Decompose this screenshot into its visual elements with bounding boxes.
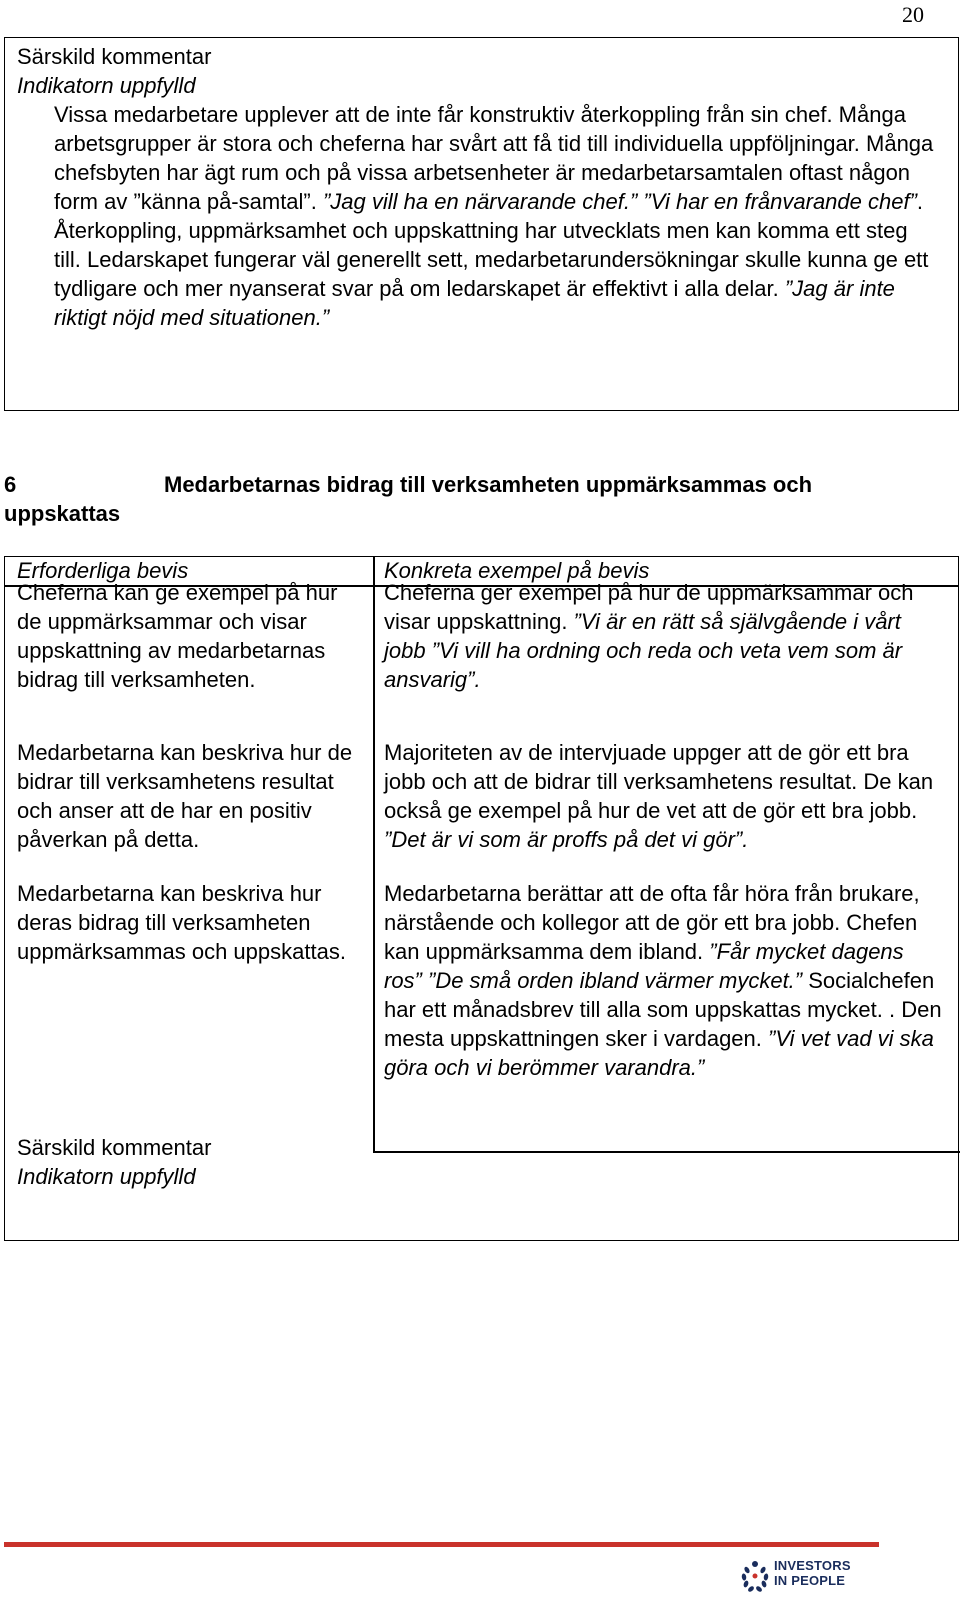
left-column-header: Erforderliga bevis	[17, 558, 189, 583]
comment-text: Vissa medarbetare upplever att de inte får konstruktiv återkoppling från sin chef. Många arbetsgrupper är stora och cheferna har svårt att få tid till individuella uppföljningar. Många chefsbyten har ägt rum och på vissa arbetsenheter är medarbetarsamtalen oftast någon form av ”känna på-samtal”.	[54, 102, 934, 214]
logo-line-1: INVESTORS	[774, 1558, 851, 1573]
page-number: 20	[902, 2, 924, 27]
comment-subtitle: Indikatorn uppfylld	[17, 73, 196, 98]
logo-text	[774, 1558, 851, 1588]
comment-text: . Återkoppling, uppmärksamhet och uppskattning har utvecklats men kan komma ett steg till. Ledarskapet fungerar väl generellt sett, medarbetarundersökningar skulle kunna ge ett tydligare och mer nyanserat svar på om ledarskapet är effektivt i alla delar.	[54, 189, 929, 301]
example-quote: ”Får mycket dagens ros” ”De små orden ibland värmer mycket.”	[384, 939, 904, 993]
concrete-example-3	[384, 879, 944, 1082]
example-text: Cheferna ger exempel på hur de uppmärksammar och visar uppskattning.	[384, 580, 914, 634]
example-quote: ”Vi är en rätt så självgående i vårt jobb ”Vi vill ha ordning och reda och veta vem som är ansvarig”.	[384, 609, 903, 692]
logo-line-2: IN PEOPLE	[774, 1573, 846, 1588]
section-number: 6	[4, 472, 17, 497]
required-evidence-2: Medarbetarna kan beskriva hur de bidrar till verksamhetens resultat och anser att de har en positiv påverkan på detta.	[17, 740, 353, 852]
special-comment-box	[4, 37, 959, 411]
investors-in-people-logo	[738, 1558, 878, 1594]
table-comment-subtitle: Indikatorn uppfylld	[17, 1164, 196, 1189]
row-divider	[373, 1151, 960, 1153]
table-comment-title: Särskild kommentar	[17, 1135, 212, 1160]
comment-quote: ”Jag är inte riktigt nöjd med situationen.”	[54, 276, 895, 330]
example-quote: ”Det är vi som är proffs på det vi gör”.	[384, 827, 749, 852]
comment-quote: ”Jag vill ha en närvarande chef.” ”Vi har en frånvarande chef”	[322, 189, 917, 214]
example-quote: ”Vi vet vad vi ska göra och vi berömmer varandra.”	[384, 1026, 934, 1080]
evidence-table	[4, 556, 959, 1241]
section-title: Medarbetarnas bidrag till verksamheten uppmärksammas och uppskattas	[4, 472, 813, 526]
required-evidence-1: Cheferna kan ge exempel på hur de uppmärksammar och visar uppskattning av medarbetarnas bidrag till verksamheten.	[17, 580, 338, 692]
crown-laurel-icon	[738, 1558, 772, 1594]
example-text: Medarbetarna berättar att de ofta får höra från brukare, närstående och kollegor att de gör ett bra jobb. Chefen kan uppmärksamma dem ibland.	[384, 881, 920, 964]
comment-title: Särskild kommentar	[17, 44, 212, 69]
example-text: Majoriteten av de intervjuade uppger att de gör ett bra jobb och att de bidrar till verksamhetens resultat. De kan också ge exempel på hur de vet att de gör ett bra jobb.	[384, 740, 934, 823]
right-column-header: Konkreta exempel på bevis	[384, 558, 650, 583]
concrete-example-2	[384, 738, 944, 854]
column-divider	[373, 557, 375, 1151]
comment-body	[54, 100, 934, 332]
section-heading	[4, 470, 919, 528]
concrete-example-1	[384, 578, 944, 694]
required-evidence-3: Medarbetarna kan beskriva hur deras bidrag till verksamheten uppmärksammas och uppskattas.	[17, 881, 346, 964]
footer-accent-bar	[4, 1542, 879, 1547]
example-text: Socialchefen har ett månadsbrev till alla som uppskattas mycket. . Den mesta uppskattningen sker i vardagen.	[384, 968, 942, 1051]
